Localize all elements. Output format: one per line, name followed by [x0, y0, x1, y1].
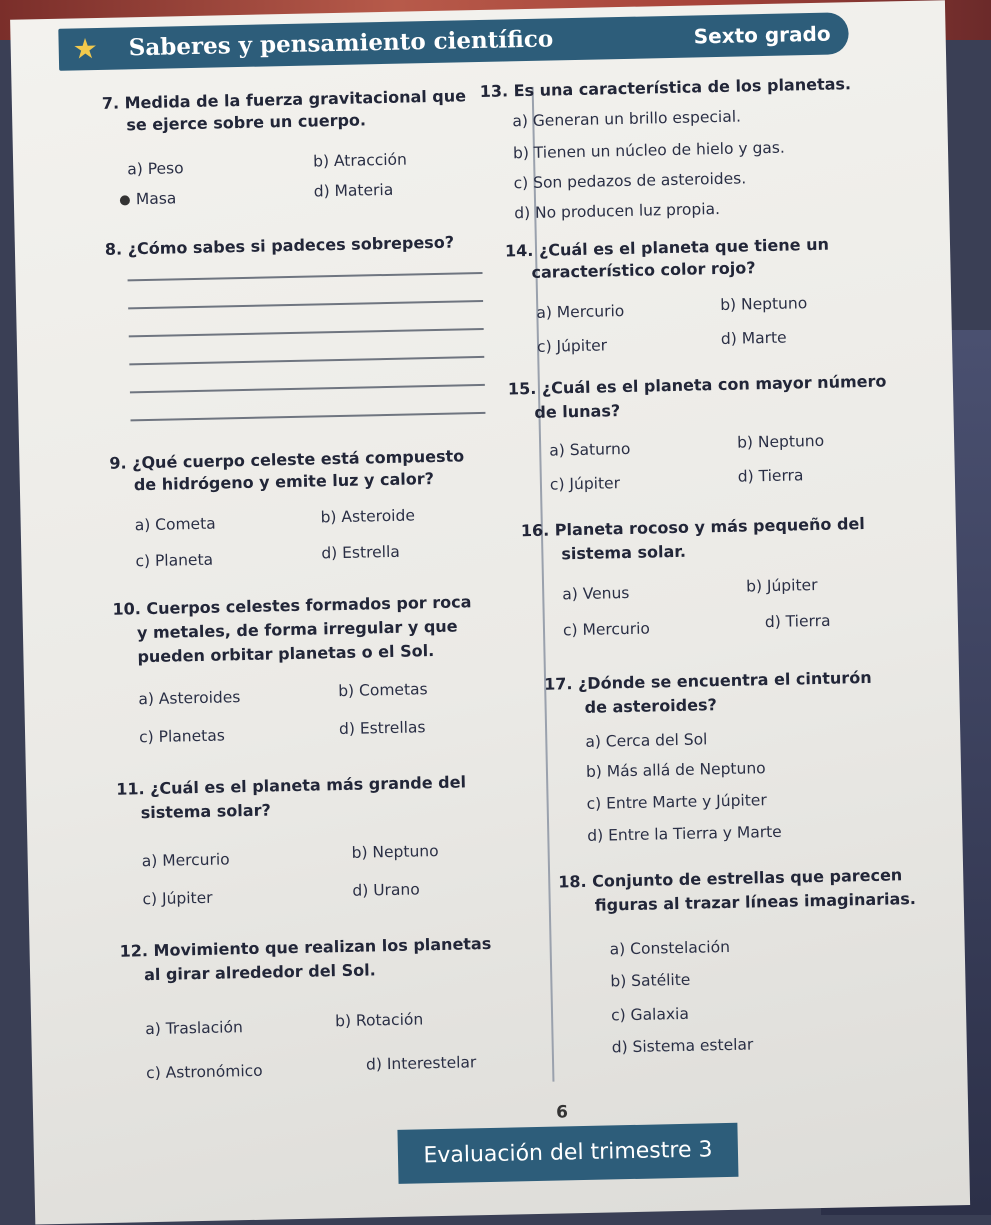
q9-option-d[interactable]: d) Estrella: [321, 542, 400, 563]
q14-stem: característico color rojo?: [531, 258, 756, 282]
q17-option-a[interactable]: a) Cerca del Sol: [585, 730, 708, 751]
answer-line[interactable]: [129, 356, 484, 365]
q13-option-c[interactable]: c) Son pedazos de asteroides.: [513, 169, 747, 193]
q16-option-a[interactable]: a) Venus: [562, 583, 630, 604]
q18-option-d[interactable]: d) Sistema estelar: [611, 1035, 754, 1057]
q17-stem: 17. ¿Dónde se encuentra el cinturón: [543, 667, 872, 694]
q7-stem: se ejerce sobre un cuerpo.: [126, 110, 367, 135]
q14-option-a[interactable]: a) Mercurio: [536, 301, 625, 322]
q10-option-a[interactable]: a) Asteroides: [138, 688, 241, 709]
q8-stem: 8. ¿Cómo sabes si padeces sobrepeso?: [104, 232, 455, 259]
q15-stem: de lunas?: [534, 401, 621, 422]
q11-option-d[interactable]: d) Urano: [352, 880, 420, 900]
q9-stem: de hidrógeno y emite luz y calor?: [133, 469, 435, 495]
footer-banner: [397, 1123, 738, 1184]
selected-answer-mark: [120, 195, 130, 205]
q18-stem: 18. Conjunto de estrellas que parecen: [558, 865, 903, 892]
footer-label: Evaluación del trimestre 3: [423, 1137, 713, 1169]
q9-option-a[interactable]: a) Cometa: [134, 514, 216, 535]
q9-option-b[interactable]: b) Asteroide: [320, 506, 416, 527]
answer-line[interactable]: [129, 328, 484, 337]
worksheet-title: Saberes y pensamiento científico: [128, 25, 554, 62]
q17-option-b[interactable]: b) Más allá de Neptuno: [585, 759, 766, 781]
grade-label: Sexto grado: [693, 21, 831, 49]
q7-option-a[interactable]: a) Peso: [127, 159, 184, 179]
q15-option-b[interactable]: b) Neptuno: [736, 431, 825, 452]
q16-option-b[interactable]: b) Júpiter: [745, 576, 818, 596]
q12-option-d[interactable]: d) Interestelar: [365, 1053, 477, 1074]
q18-stem: figuras al trazar líneas imaginarias.: [594, 889, 917, 915]
q12-option-b[interactable]: b) Rotación: [334, 1010, 424, 1031]
q15-option-d[interactable]: d) Tierra: [737, 466, 804, 486]
q7-option-d[interactable]: d) Materia: [313, 180, 394, 201]
q16-option-c[interactable]: c) Mercurio: [562, 619, 651, 640]
answer-line[interactable]: [128, 300, 483, 309]
q12-option-c[interactable]: c) Astronómico: [146, 1061, 263, 1083]
q14-option-c[interactable]: c) Júpiter: [536, 336, 608, 356]
q10-option-c[interactable]: c) Planetas: [138, 726, 225, 747]
q10-stem: y metales, de forma irregular y que: [136, 616, 458, 643]
q10-option-d[interactable]: d) Estrellas: [338, 718, 426, 739]
column-divider: [532, 87, 555, 1082]
q15-option-a[interactable]: a) Saturno: [549, 439, 631, 460]
q18-option-a[interactable]: a) Constelación: [609, 937, 731, 959]
q14-option-d[interactable]: d) Marte: [720, 328, 787, 348]
q9-option-c[interactable]: c) Planeta: [135, 550, 214, 571]
q15-option-c[interactable]: c) Júpiter: [549, 474, 621, 494]
q7-option-c[interactable]: [120, 188, 177, 209]
q7-option-c-label: Masa: [135, 189, 177, 209]
q12-option-a[interactable]: a) Traslación: [145, 1018, 244, 1039]
page-number: 6: [555, 1102, 569, 1123]
q18-option-b[interactable]: b) Satélite: [610, 970, 691, 991]
q16-stem: sistema solar.: [561, 541, 687, 564]
q7-stem: 7. Medida de la fuerza gravitacional que: [101, 86, 467, 113]
worksheet-page: [10, 0, 970, 1224]
q17-option-c[interactable]: c) Entre Marte y Júpiter: [586, 791, 767, 813]
answer-line[interactable]: [130, 384, 485, 393]
answer-line[interactable]: [130, 412, 485, 421]
header-banner: [58, 12, 849, 71]
q16-option-d[interactable]: d) Tierra: [764, 611, 831, 632]
q7-option-b[interactable]: b) Atracción: [312, 150, 408, 171]
q13-option-a[interactable]: a) Generan un brillo especial.: [512, 107, 742, 131]
q16-stem: 16. Planeta rocoso y más pequeño del: [520, 514, 865, 541]
q11-stem: 11. ¿Cuál es el planeta más grande del: [116, 772, 467, 799]
star-icon: ★: [72, 31, 99, 66]
q13-stem: 13. Es una característica de los planetas.: [479, 74, 852, 101]
q11-option-b[interactable]: b) Neptuno: [351, 842, 439, 862]
answer-line[interactable]: [128, 272, 483, 281]
q13-option-d[interactable]: d) No producen luz propia.: [514, 199, 721, 223]
q15-stem: 15. ¿Cuál es el planeta con mayor número: [507, 371, 887, 399]
q10-option-b[interactable]: b) Cometas: [338, 680, 428, 701]
q9-stem: 9. ¿Qué cuerpo celeste está compuesto: [109, 446, 465, 473]
q12-stem: 12. Movimiento que realizan los planetas: [119, 933, 492, 961]
q11-option-a[interactable]: a) Mercurio: [141, 850, 230, 871]
q13-option-b[interactable]: b) Tienen un núcleo de hielo y gas.: [512, 138, 786, 163]
q14-option-b[interactable]: b) Neptuno: [720, 294, 808, 314]
q17-option-d[interactable]: d) Entre la Tierra y Marte: [587, 822, 782, 845]
q11-stem: sistema solar?: [140, 800, 271, 823]
q17-stem: de asteroides?: [584, 695, 717, 717]
q14-stem: 14. ¿Cuál es el planeta que tiene un: [504, 234, 830, 261]
q11-option-c[interactable]: c) Júpiter: [142, 888, 213, 909]
q10-stem: 10. Cuerpos celestes formados por roca: [112, 592, 472, 619]
q18-option-c[interactable]: c) Galaxia: [610, 1004, 690, 1025]
q10-stem: pueden orbitar planetas o el Sol.: [137, 641, 435, 667]
q12-stem: al girar alrededor del Sol.: [143, 960, 376, 985]
